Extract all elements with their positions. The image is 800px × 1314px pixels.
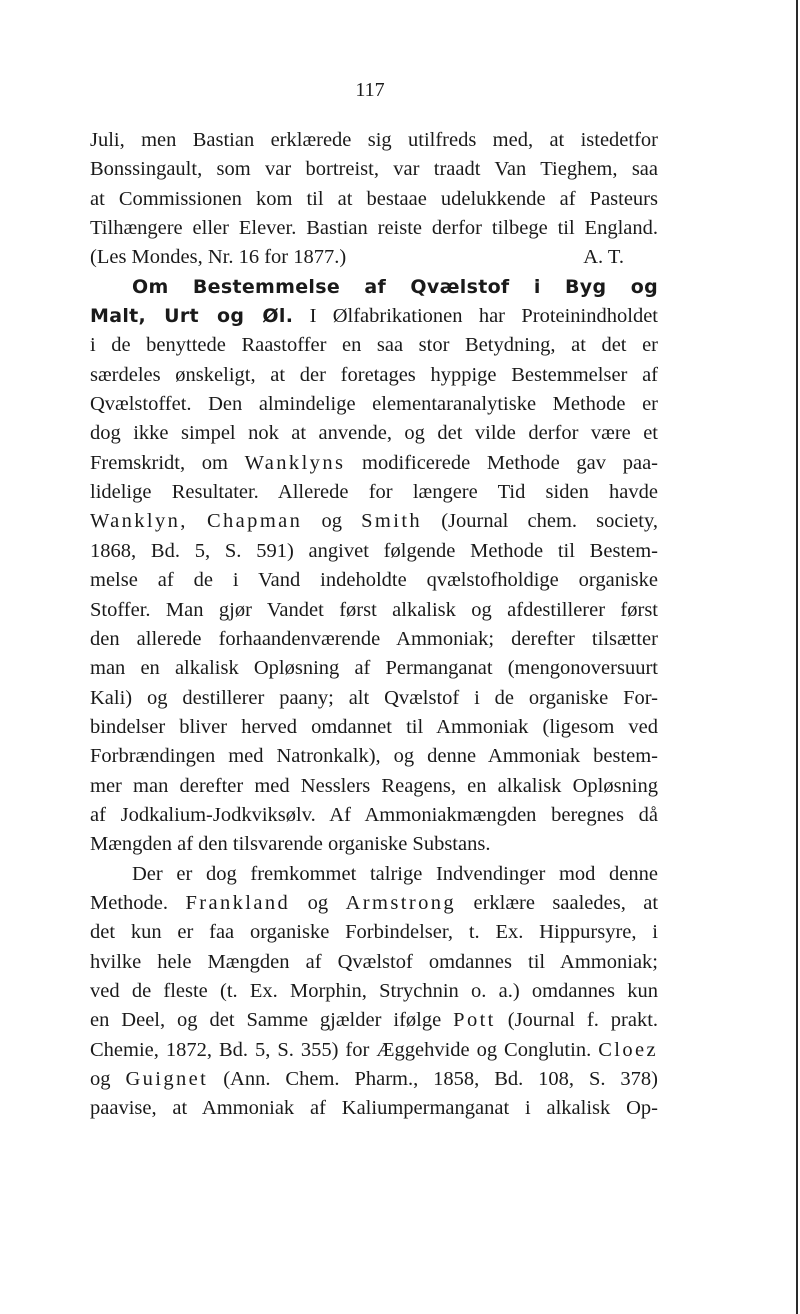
text-line: mer man derefter med Nesslers Reagens, en alkalisk Opløsning bbox=[90, 774, 658, 797]
text-line: Stoffer. Man gjør Vandet først alkalisk og afdestillerer først bbox=[90, 598, 658, 621]
text-fragment: erklære saaledes, at bbox=[473, 891, 658, 914]
text-line: Qvælstoffet. Den almindelige elementaranalytiske Methode er bbox=[90, 393, 658, 416]
text-fragment: Methode. bbox=[90, 891, 168, 914]
text-line bbox=[90, 1006, 658, 1035]
text-fragment: I Ølfabrikationen har Proteinindholdet bbox=[309, 305, 658, 328]
text-fragment: (Ann. Chem. Pharm., 1858, Bd. 108, S. 378) bbox=[223, 1068, 658, 1090]
text-line: man en alkalisk Opløsning af Permanganat (mengonoversuurt bbox=[90, 657, 658, 680]
text-line: Bonssingault, som var bortreist, var traadt Van Tieghem, saa bbox=[90, 158, 658, 181]
author-name: Chapman bbox=[206, 510, 303, 533]
author-name: Guignet bbox=[125, 1068, 209, 1090]
text-line bbox=[90, 302, 658, 331]
text-line: Forbrændingen med Natronkalk), og denne Ammoniak bestem- bbox=[90, 745, 658, 768]
author-name: Wanklyns bbox=[244, 451, 346, 474]
text-line: i de benyttede Raastoffer en saa stor Betydning, at det er bbox=[90, 334, 658, 357]
text-line bbox=[90, 507, 658, 536]
text-fragment: og bbox=[321, 510, 342, 533]
text-fragment: (Journal f. prakt. bbox=[507, 1009, 658, 1032]
author-signature: A. T. bbox=[583, 246, 624, 269]
text-line: Mængden af den tilsvarende organiske Substans. bbox=[90, 833, 491, 856]
article-heading-line bbox=[90, 273, 658, 302]
author-name: Armstrong bbox=[345, 891, 457, 914]
text-fragment: Chemie, 1872, Bd. 5, S. 355) for Æggehvide og Conglutin. bbox=[90, 1038, 592, 1061]
text-line: det kun er faa organiske Forbindelser, t. Ex. Hippursyre, i bbox=[90, 921, 658, 944]
text-fragment: modificerede Methode gav paa- bbox=[362, 451, 658, 474]
text-fragment: Fremskridt, om bbox=[90, 451, 228, 474]
text-line: lidelige Resultater. Allerede for længere Tid siden havde bbox=[90, 481, 658, 504]
text-line: melse af de i Vand indeholdte qvælstofholdige organiske bbox=[90, 569, 658, 592]
text-fragment: og bbox=[307, 891, 329, 914]
citation-line bbox=[90, 243, 658, 272]
article-heading-continued: Malt, Urt og Øl. bbox=[90, 305, 294, 328]
author-name: Smith bbox=[361, 510, 423, 533]
text-line: Juli, men Bastian erklærede sig utilfreds med, at istedetfor bbox=[90, 129, 658, 151]
text-line bbox=[90, 1065, 658, 1094]
text-line: Kali) og destillerer paany; alt Qvælstof i de organiske For- bbox=[90, 686, 658, 709]
text-line: Der er dog fremkommet talrige Indvendinger mod denne bbox=[132, 862, 658, 885]
author-name: Cloez bbox=[598, 1038, 658, 1061]
text-line: at Commissionen kom til at bestaae udelukkende af Pasteurs bbox=[90, 187, 658, 210]
text-line: af Jodkalium-Jodkviksølv. Af Ammoniakmængden beregnes då bbox=[90, 803, 658, 826]
page-text bbox=[90, 126, 658, 1124]
text-line: 1868, Bd. 5, S. 591) angivet følgende Methode til Bestem- bbox=[90, 539, 658, 562]
text-fragment: (Journal chem. society, bbox=[441, 510, 658, 533]
text-line bbox=[90, 1036, 658, 1065]
source-citation: (Les Mondes, Nr. 16 for 1877.) bbox=[90, 246, 347, 269]
text-fragment: og bbox=[90, 1068, 111, 1090]
text-line: særdeles ønskeligt, at der foretages hyppige Bestemmelser af bbox=[90, 363, 658, 386]
text-line: paavise, at Ammoniak af Kaliumpermanganat i alkalisk Op- bbox=[90, 1097, 658, 1120]
text-line: bindelser bliver herved omdannet til Ammoniak (ligesom ved bbox=[90, 715, 658, 738]
text-line: ved de fleste (t. Ex. Morphin, Strychnin o. a.) omdannes kun bbox=[90, 979, 658, 1002]
page-edge-line bbox=[796, 0, 798, 1314]
page-number: 117 bbox=[355, 79, 385, 101]
text-line: hvilke hele Mængden af Qvælstof omdannes til Ammoniak; bbox=[90, 950, 658, 973]
author-name: Frankland bbox=[185, 891, 291, 914]
text-line bbox=[90, 889, 658, 918]
text-line: dog ikke simpel nok at anvende, og det vilde derfor være et bbox=[90, 422, 658, 445]
text-fragment: en Deel, og det Samme gjælder ifølge bbox=[90, 1009, 442, 1032]
text-line: den allerede forhaandenværende Ammoniak; derefter tilsætter bbox=[90, 627, 658, 650]
article-heading: Om Bestemmelse af Qvælstof i Byg og bbox=[132, 275, 658, 298]
author-name: Pott bbox=[453, 1009, 496, 1032]
author-name: Wanklyn, bbox=[90, 510, 188, 533]
text-line: Tilhængere eller Elever. Bastian reiste derfor tilbege til England. bbox=[90, 217, 658, 240]
text-line bbox=[90, 449, 658, 478]
